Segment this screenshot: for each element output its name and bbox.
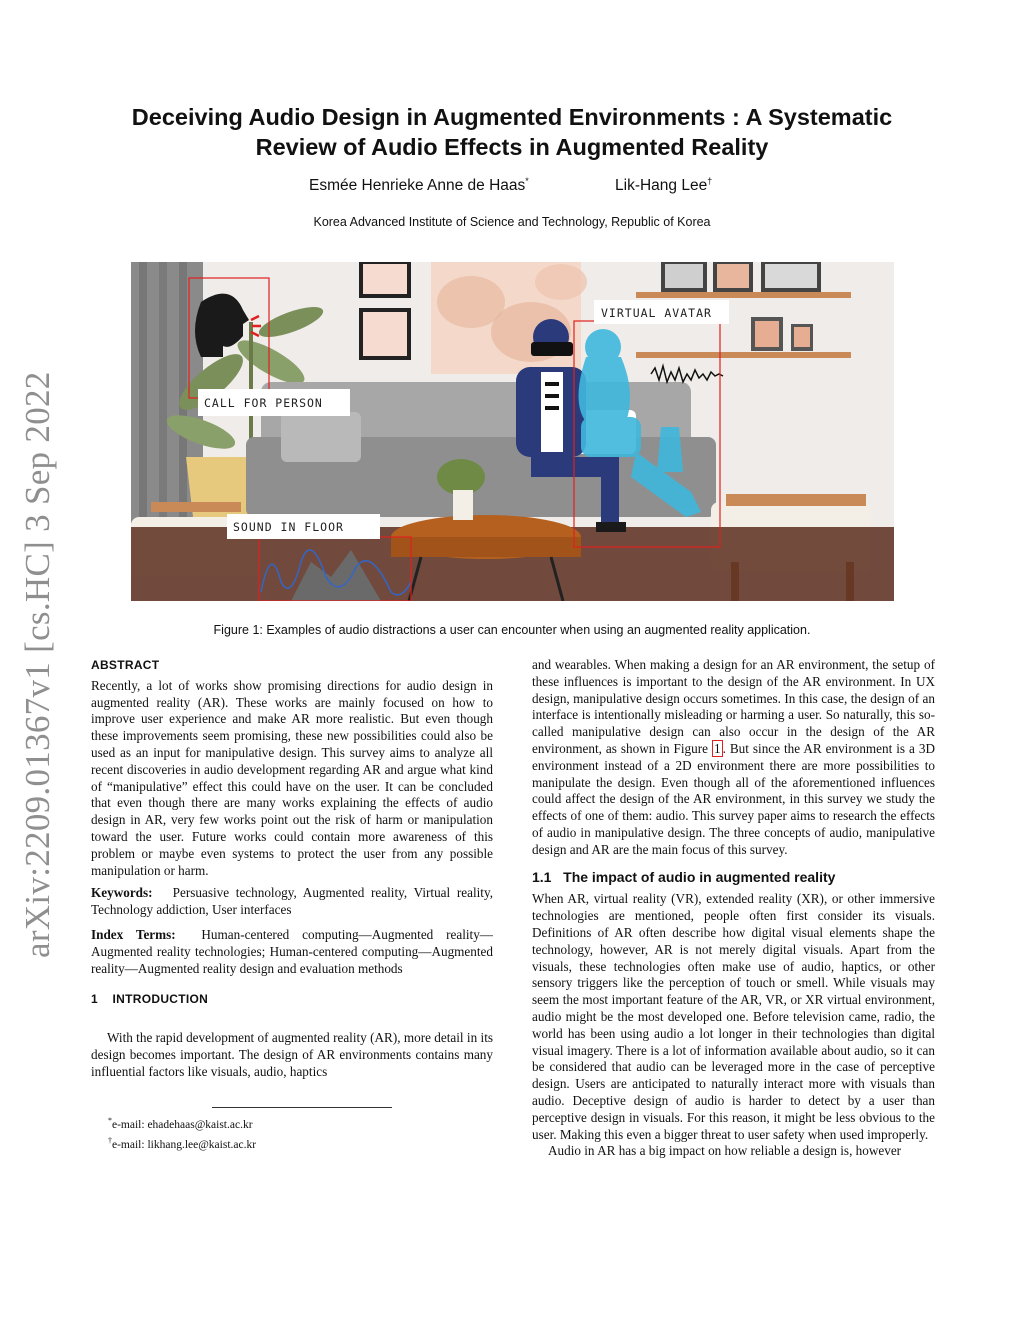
abstract-heading: ABSTRACT (91, 658, 160, 672)
right-column (532, 657, 935, 1160)
floral-painting (431, 262, 587, 374)
footnote-1-mark: * (108, 1116, 112, 1125)
subsection-paragraph-1: When AR, virtual reality (VR), extended reality (XR), or other immersive technologies are mentioned, people often first consider its visuals. Definitions of AR often describe how digital visual elements shape the technology, however, AR is not merely digital visuals. Apart from the visuals, these technologies often make use of audio, haptics, or other sensory triggers like the perception of touch or smell. While visuals may seem the most important feature of the AR, VR, or XR virtual environment, audio might be the most developed one. Before television came, radio, the world has been using audio a lot longer in their technologies than digital visual imagery. There is a lot of information available about audio, so it can be considered that audio can be leveraged more in the case of perceptive design. Users are anticipated to naturally interact more with visuals than audio. Deceptive design of audio is harder to detect by a user than perceptive design in visuals. For this reason, it might be less obvious to the user. Making this even a bigger threat to user safety when used improperly. (532, 891, 935, 1142)
abstract-text: Recently, a lot of works show promising directions for audio design in augmented reality (AR). These works are mainly focused on how to improve user experience and make AR more realistic. But even though these improvements seem promising, these new possibilities could also be used as an input for manipulative design. This survey aims to analyze all recent discoveries in audio development regarding AR and argue what kind of “manipulative” effect this could have on the user. It can be concluded that even though there are many works explaining the effects of audio design in AR, very few works point out the risk of harm or manipulation toward the user. Future works could contain more awareness of this problem or maybe even systems to protect the user from any possible manipulation or harm. (91, 677, 493, 878)
author-1 (309, 176, 529, 195)
intro-p2-after-ref: . But since the AR environment is a 3D environment instead of a 2D environment there are more possibilities to manipulate the design. Even though all of the aforementioned influences could affect the design of the AR environment, in this survey we study the effects of one of them: audio. This survey paper aims to research the effects of audio in manipulative design. The three concepts of audio, manipulative design and AR are the main focus of this survey. (532, 740, 936, 857)
footnote-1-email[interactable]: e-mail: ehadehaas@kaist.ac.kr (112, 1118, 253, 1131)
left-column (91, 657, 493, 1081)
paper-title (100, 102, 924, 162)
subsection-title: The impact of audio in augmented reality (563, 868, 836, 885)
title-line-2: Review of Audio Effects in Augmented Reality (255, 134, 769, 160)
footnote-2-mark: † (108, 1135, 112, 1145)
label-call-for-person: CALL FOR PERSON (204, 396, 323, 410)
author-2-mark: † (707, 176, 713, 186)
author-1-mark: * (525, 176, 529, 186)
author-2 (615, 176, 712, 195)
index-terms-label: Index Terms: (91, 926, 176, 942)
intro-paragraph-1: With the rapid development of augmented reality (AR), more detail in its design becomes important. The design of AR environments contains many influential factors like visuals, audio, haptics (91, 1030, 493, 1079)
author-1-name: Esmée Henrieke Anne de Haas (309, 177, 526, 195)
affiliation: Korea Advanced Institute of Science and Technology, Republic of Korea (313, 215, 711, 229)
keywords-text: Persuasive technology, Augmented reality, Virtual reality, Technology addiction, User interfaces (91, 885, 494, 918)
intro-paragraph-2 (532, 657, 935, 859)
intro-title: INTRODUCTION (112, 992, 209, 1007)
figure-1-reference-link[interactable]: 1 (713, 740, 721, 756)
title-line-1: Deceiving Audio Design in Augmented Environments : A Systematic (131, 104, 893, 130)
footnotes (108, 1113, 488, 1153)
label-virtual-avatar: VIRTUAL AVATAR (601, 306, 712, 320)
label-sound-in-floor: SOUND IN FLOOR (233, 520, 344, 534)
subsection-paragraph-2: Audio in AR has a big impact on how reliable a design is, however (548, 1143, 902, 1159)
intro-heading (91, 991, 493, 1008)
intro-number: 1 (91, 992, 98, 1007)
keywords-label: Keywords: (91, 885, 153, 901)
footnote-rule (212, 1107, 392, 1108)
footnote-2-email[interactable]: e-mail: likhang.lee@kaist.ac.kr (112, 1138, 257, 1151)
arxiv-stamp: arXiv:2209.01367v1 [cs.HC] 3 Sep 2022 (18, 371, 57, 958)
figure-1-illustration (131, 262, 894, 601)
footnote-1 (108, 1113, 488, 1133)
intro-p2-before-ref: and wearables. When making a design for an AR environment, the setup of these influences is important to the design of the AR environment. In UX design, manipulative design occurs sometimes. In this case, the design of an interface is intentionally misleading or harming a user. So naturally, this so-called manipulative design can also occur in the design of the AR environment, as shown in Figure (532, 657, 935, 756)
keywords (91, 885, 493, 919)
author-2-name: Lik-Hang Lee (615, 177, 708, 195)
index-terms-text: Human-centered computing—Augmented reality—Augmented reality technologies; Human-centered computing—Augmented reality—Augmented reality design and evaluation methods (91, 926, 493, 976)
subsection-heading (532, 869, 935, 886)
index-terms (91, 927, 493, 977)
subsection-number: 1.1 (532, 868, 552, 885)
figure-caption: Figure 1: Examples of audio distractions a user can encounter when using an augmented reality application. (213, 623, 811, 637)
footnote-2 (108, 1133, 488, 1153)
